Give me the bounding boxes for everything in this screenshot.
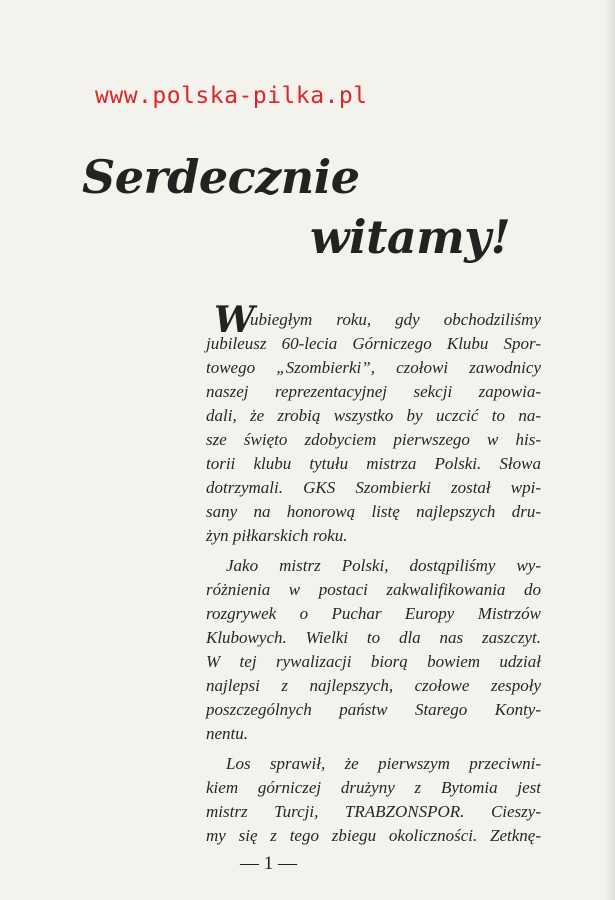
text-line: żyn piłkarskich roku. — [206, 526, 348, 545]
drop-cap: W — [214, 299, 255, 341]
text-line: Klubowych. Wielki to dla nas zaszczyt. — [206, 628, 541, 647]
text-line: kiem górniczej drużyny z Bytomia jest — [206, 778, 541, 797]
text-line: mistrz Turcji, TRABZONSPOR. Cieszy- — [206, 802, 541, 821]
text-line — [206, 299, 541, 341]
text-line: my się z tego zbiegu okoliczności. Zetknę- — [206, 826, 541, 845]
article-body — [206, 299, 541, 848]
text-line: rozgrywek o Puchar Europy Mistrzów — [206, 604, 541, 623]
paragraph-2 — [206, 554, 541, 746]
text-line: najlepsi z najlepszych, czołowe zespoły — [206, 676, 541, 695]
page-edge-shadow — [605, 0, 615, 900]
paragraph-3 — [206, 752, 541, 848]
watermark-url: www.polska-pilka.pl — [95, 83, 368, 109]
page-number: — 1 — — [240, 853, 297, 874]
heading-line-2: witamy! — [310, 210, 511, 264]
text-line: nentu. — [206, 724, 249, 743]
text-line: poszczególnych państw Starego Konty- — [206, 700, 541, 719]
heading-line-1: Serdecznie — [82, 150, 360, 204]
text-line: Los sprawił, że pierwszym przeciwni- — [226, 754, 541, 773]
text-line: naszej reprezentacyjnej sekcji zapowia- — [206, 382, 541, 401]
text-line: towego „Szombierki”, czołowi zawodnicy — [206, 358, 541, 377]
text-line: jubileusz 60-lecia Górniczego Klubu Spor- — [206, 334, 541, 353]
text-line: różnienia w postaci zakwalifikowania do — [206, 580, 541, 599]
text-line: sany na honorową listę najlepszych dru- — [206, 502, 541, 521]
text-line: torii klubu tytułu mistrza Polski. Słowa — [206, 454, 541, 473]
text-line-content: ubiegłym roku, gdy obchodziliśmy — [250, 310, 541, 329]
text-line: dotrzymali. GKS Szombierki został wpi- — [206, 478, 541, 497]
text-line: W tej rywalizacji biorą bowiem udział — [206, 652, 541, 671]
text-line: dali, że zrobią wszystko by uczcić to na- — [206, 406, 541, 425]
paragraph-1 — [206, 299, 541, 548]
text-line: sze święto zdobyciem pierwszego w his- — [206, 430, 541, 449]
text-line: Jako mistrz Polski, dostąpiliśmy wy- — [226, 556, 541, 575]
